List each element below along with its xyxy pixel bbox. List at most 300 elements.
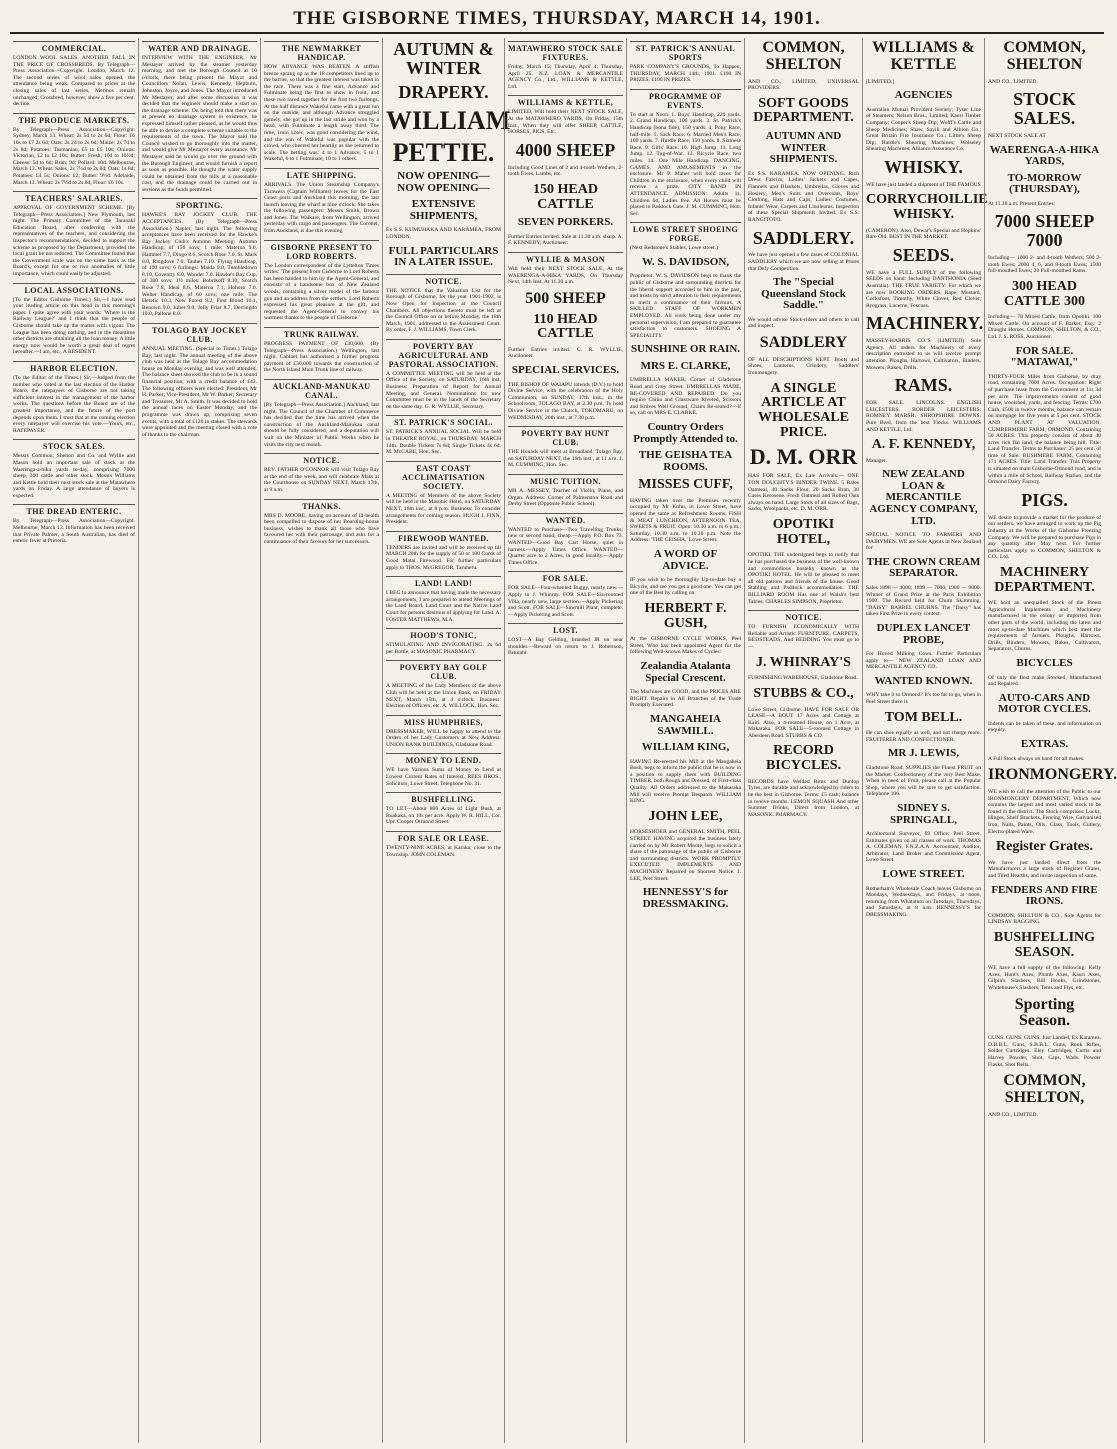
article-body: TO LET—About 800 Acres of Light Bush, at Ruakaka, on 10s per acre. Apply W. R. HILL, Cor. Upr. Cooper Ormond Street. xyxy=(386,806,501,826)
article-block xyxy=(508,513,623,567)
article-body: By Telegraph—Press Association—Copyright. Melbourne, March 13. Information has been received that Private Palmer, a South Australian, has died of enteric fever at Pretoria. xyxy=(13,518,135,545)
display-heading: WILLIAM KING, xyxy=(641,741,730,754)
article-block xyxy=(748,445,859,468)
article-headline: POVERTY BAY HUNT CLUB. xyxy=(508,426,623,447)
display-heading: Zealandia Atalanta Special Crescent. xyxy=(640,660,731,684)
article-body: Including— 1000 2- and 4-tooth Wethers; 500 2-tooth Ewes; 2000 4, 6, and 8-tooth Ewes; 1500 full-mouthed Ewes; 20 Full-mouthed Rams. xyxy=(988,255,1101,275)
article-block xyxy=(988,840,1101,855)
article-block xyxy=(508,474,623,508)
article-body: Of only the Best make Stocked, Manufactured and Repaired. xyxy=(988,674,1101,688)
article-block xyxy=(988,491,1101,510)
article-body: I BEG to announce that having made the necessary arrangements, I am prepared to attend Meetings of the Land Board, Land Court and the Native Land Court for persons desirous of applying for Land. A. FOSTER MATTHEWS, M.A. xyxy=(386,590,501,623)
article-block xyxy=(988,1073,1101,1107)
article-body: THE BISHOP OF WAIAPU intends (D.V.) to hold Divine Service, with the celebration of the Holy Communion, on SUNDAY, 17th inst., in the Schoolroom, TOLAGO BAY, at 2.30 p.m. To hold Divine Service in the Church, TOKOMARU, on WEDNESDAY, 20th inst., at 7.30 p.m. xyxy=(508,381,623,421)
article-block xyxy=(142,198,257,318)
display-heading: HENNESSY'S for DRESSMAKING. xyxy=(642,886,729,910)
article-body: Further Entries invited. Sale at 11.30 a.m. sharp. A. F. KENNEDY, Auctioneer. xyxy=(508,233,623,247)
article-block xyxy=(264,327,379,374)
display-heading: EXTRAS. xyxy=(1020,738,1069,751)
column-9 xyxy=(984,38,1117,1443)
article-block xyxy=(630,478,741,493)
display-heading: CORRYCHOILLIE WHISKY. xyxy=(866,192,988,223)
article-block xyxy=(988,90,1101,128)
article-block xyxy=(142,323,257,438)
article-block xyxy=(386,246,501,269)
article-block xyxy=(630,361,741,373)
article-body: At 11.30 a.m. Present Entries: xyxy=(988,200,1056,207)
article-body: The Machines are GOOD, and the PRICES ARE RIGHT. Repairs in All Branches of the Trade Promptly Executed. xyxy=(630,689,741,709)
article-block xyxy=(386,199,501,222)
display-heading: BICYCLES xyxy=(1016,657,1073,670)
display-heading: AUTUMN & WINTER xyxy=(393,39,494,78)
article-block xyxy=(748,229,859,248)
article-block xyxy=(264,453,379,493)
article-block xyxy=(866,623,981,646)
article-body: WE hold an unequalled Stock of the Finest Agricultural Implements and Machinery manufactured in the colony or imported from other parts of the world, including the latest and most up-to-date Machines which best meet the requirements of farmers. Ploughs, Harrows, Drills, Binders, Mowers, Rakes, Cultivators, Separators, Churns. xyxy=(988,600,1101,653)
column-2 xyxy=(138,38,260,1443)
article-body: [LIMITED.] xyxy=(866,78,895,85)
article-block xyxy=(866,869,981,881)
article-block xyxy=(386,274,501,334)
display-heading: SEVEN PORKERS. xyxy=(517,216,614,229)
article-body: WE wish to call the attention of the Public to our IRONMONGERY DEPARTMENT, Which now contains the largest and most varied stock to be found in the district. The Stock comprises: Locks, Hinges, Shelf Brackets, Fencing Wire, Galvanised Iron, Nails, Paints, Oils, Glass, Tools, Cutlery, Electro-plated Ware. xyxy=(988,788,1101,835)
article-body: (CAMERON). Also, Dewar's Special and Hopkins' Rare Old. BEST IN THE MARKET. xyxy=(866,227,981,241)
article-headline: FIREWOOD WANTED. xyxy=(386,531,501,543)
article-body: WHY take it to Ormond? It's too far to go, when in Peel Street there is xyxy=(866,692,981,705)
article-block xyxy=(508,183,623,212)
article-body: WANTED to Purchase—Two Travelling Trunks; new or second hand; cheap.—Apply P.O. Box 73. WANTED—Good Bay Cart Horse, quiet in harness.—Apply Times Office. WANTED—Quarter acre to 2 Acres, in good locality.—Apply Times Office. xyxy=(508,526,623,566)
article-body: FOR SALE—Four-wheeled Buggy, nearly new.—Apply to J. Whinray. FOR SALE—Six-roomed Villa, nearly new, large section.—Apply Pickering and Scott. FOR SALE—Sawmill Plant, complete.—Apply Pickering and Scott. xyxy=(508,585,623,618)
article-block xyxy=(508,623,623,657)
article-block xyxy=(866,182,981,189)
article-body: ARRIVALS. The Union Steamship Company's Tarawera (Captain Williams) leaves for the East Coast ports and Auckland this morning, the last launch leaving the wharf at nine o'clock. She takes the following passengers: Messrs Smith, Brown and Jones. The Waikare, from Wellington, arrived yesterday with cargo and passengers. The Coronel, from Auckland, is due this evening. xyxy=(264,181,379,235)
article-headline: WATER AND DRAINAGE. xyxy=(142,41,257,53)
article-block xyxy=(748,252,859,272)
article-block xyxy=(748,518,859,547)
article-body: (To the Editor of the Times.) Sir,—Judged from the number who voted at the last election of the Harbor Board, the ratepayers of Gisborne are not taking sufficient interest in the management of the harbor works. The questions before the Board are of the greatest importance, and the future of the port depends upon them. I trust that at the coming election every ratepayer will exercise his vote.—Yours, etc., RATEPAYER. xyxy=(13,374,135,434)
article-block xyxy=(866,40,981,74)
article-body: For Hoved Milking Cows. Further Particulars apply to— NEW ZEALAND LOAN AND MERCANTILE AGENCY CO. xyxy=(866,651,981,671)
article-headline: HOOD'S TONIC, xyxy=(386,628,501,640)
article-block xyxy=(264,379,379,448)
display-heading: AUTO-CARS AND MOTOR CYCLES. xyxy=(998,691,1091,716)
article-body: Lowe Street, Gisborne. HAVE FOR SALE OR LEASE—A BOUT 17 Acres and Cottage at Kaiti. Also, a 4-roomed House, on 1 Acre, at Makaraka. FOR SALE—5-roomed Cottage in Aberdeen Road. STUBBS & CO. xyxy=(748,706,859,739)
display-heading: BUSHFELLING SEASON. xyxy=(993,929,1096,960)
article-body: Further Entries invited. G. R. WYLLIE, Auctioneer. xyxy=(508,346,623,360)
article-body: A MEETING of Members of the above Society will be held in the Masonic Hotel, on SATURDAY NEXT, 16th inst., at 8 p.m. Business: To consider arrangements for coming season. HUGH J. FINN, President. xyxy=(386,492,501,526)
article-block xyxy=(630,498,741,544)
article-block xyxy=(630,273,741,339)
article-body: We would advise Stock-riders and others to call and inspect. xyxy=(748,316,859,330)
article-headline: TOLAGO BAY JOCKEY CLUB. xyxy=(142,323,257,344)
display-heading: 7000 SHEEP 7000 xyxy=(994,211,1095,251)
article-body: PARK COMPANY'S GROUNDS, To Happen, THURSDAY, MARCH 14th, 1901. £100 IN PRIZES. £100 IN PRIZES. xyxy=(630,64,741,84)
display-heading: TO-MORROW (THURSDAY), xyxy=(1007,171,1082,196)
display-heading: A WORD OF ADVICE. xyxy=(653,548,718,572)
article-block xyxy=(386,831,501,858)
article-body: OPOTIKI. THE undersigned begs to notify that he has purchased the business of the well-known and commodious hostelry known as the OPOTIKI HOTEL. He will be pleased to meet all old patrons and friends of the house. Good Stabling and Paddock accommodation. THE BILLIARD ROOM Has one of Walsh's best Tables. CHARLES SIMPSON, Proprietor. xyxy=(748,552,859,605)
display-heading: WILLIAMS & KETTLE xyxy=(872,39,975,73)
display-heading: 110 HEAD CATTLE xyxy=(533,311,598,342)
display-heading: WILLIAM xyxy=(386,105,511,135)
article-body: HOW ADVANCE WAS BEATEN. A stiffish breeze sprang up as the 18 competitors lined up to the barrier, so that the greatest interest was taken in the race. There was a fine start, Advance and Fulminate being the first to show in front, and these two raced together for the first two furlongs. At the half distance Wakeful came with a great run on the outside, and although Advance struggled gamely, she got up in the last stride and won by a head, with Fulminate a length away third. The time, 1min 12sec, was good considering the wind, and the win of Wakeful was popular with the crowd, who cheered her heartily as she returned to scale. The betting was: 4 to 1 Advance, 5 to 1 Wakeful, 6 to 1 Fulminate, 10 to 1 others. xyxy=(264,64,379,163)
article-block xyxy=(988,212,1101,250)
article-block xyxy=(748,97,859,126)
article-block xyxy=(386,628,501,655)
article-block xyxy=(866,338,981,371)
display-heading: WAERENGA-A-HIKA YARDS, xyxy=(989,143,1100,168)
article-block xyxy=(866,192,988,223)
article-body: COMMON, SHELTON & CO., Sole Agents for LINDSAY BAGGING. xyxy=(988,912,1101,926)
article-body: At the GISBORNE CYCLE WORKS, Peel Street, Who has been appointed Agent for the following Well-known Makes of Cycles: xyxy=(630,636,741,656)
article-block xyxy=(630,602,741,631)
article-block xyxy=(630,829,741,882)
article-block xyxy=(508,217,623,229)
article-block xyxy=(988,721,1101,734)
article-block xyxy=(13,439,135,499)
article-body: By Telegraph—Press Association—Copyright. Sydney, March 13. Wheat: 2s 5d to 2s 6d; Flour: £6 10s to £7 2s 6d; Oats: 2s 2d to 2s 6d; Maize: 2s 7d to 2s 8d; Potatoes: Tasmanian, £5 to £5 10s; Onions: Victorian, £2 to £2 10s; Butter: Fresh, 10d to 10½d; Cheese: 5d to 6d; Bran: 9d; Pollard: 10d. Melbourne, March 13. Wheat: Sales, 2s 7½d to 2s 8d; Oats: 1s 8d; Potatoes: £4 5s; Onions: £2; Butter: 9½d. Adelaide, March 13. Wheat: 2s 7½d to 2s 8d; Flour: £6 10s. xyxy=(13,126,135,186)
article-body: Sales 1898 — 4000; 1899 — 7000; 1900 — 9000. Winner of Grand Prize at the Paris Exhibition 1900. The Record held for Churn Skimming. "DAISY" BARREL CHURNS. The "Daisy" has taken First Prize in every contest. xyxy=(866,585,981,618)
article-block xyxy=(866,831,981,864)
display-heading: WHISKY. xyxy=(884,156,963,177)
article-body: HAS FOR SALE, Ex Late Arrivals:— ONE TON DOUGHTY'S BINDER TWINE. 5 Bales Oatmeal, 40 Sacks Flour, 20 Sacks Bran, 30 Cases Kerosene. Fresh Oatmeal and Rolled Oats always on hand. Large Stock of all sizes of Bags, Sacks, Woolpacks, etc. D. M. ORR. xyxy=(748,473,859,513)
article-body: ANNUAL MEETING. (Special to Times.) Tolago Bay, last night. The annual meeting of the above club was held at the Tolago Bay accommodation house on Monday evening, and was well attended. The balance sheet showed the club to be in a sound financial position, with a credit balance of £43. The following officers were elected: President, Mr H. Parker; Vice-President, Mr W. Barker; Secretary and Treasurer, Mr A. Smith. It was decided to hold the annual races on Easter Monday, and the programme was drawn up, comprising seven events, with a total of £120 in stakes. The stewards were appointed and the meeting closed with a vote of thanks to the chairman. xyxy=(142,345,257,438)
article-block xyxy=(866,730,981,743)
display-heading: MANGAHEIA SAWMILL. xyxy=(650,712,721,737)
display-heading: RAMS. xyxy=(894,375,953,396)
article-block xyxy=(988,675,1101,688)
article-headline: FOR SALE OR LEASE. xyxy=(386,831,501,843)
article-block xyxy=(386,660,501,709)
article-block xyxy=(748,335,859,352)
article-body: INTERVIEW WITH THE ENGINEER. Mr Mestayer arrived by the steamer yesterday morning, and met the Borough Council at 10 o'clock, there being present the Mayor and Councillors Nolan, Lewis, Kennedy, Hepburn, Johnston, Joyce, and Jones. The Mayor introduced Mr Mestayer, and after some discussion it was decided that the engineer should make a start on the drainage scheme. On being told that there was at present no drainage system in existence, he expressed himself rather pleased, as he would thus be able to devise a complete scheme suitable to the requirements of the town. The Mayor said the Council wished to go thoroughly into the matter, and would give Mr Mestayer every assistance. Mr Mestayer said he would go over the ground with the Borough Engineer, and would furnish a report as soon as possible. He thought the water supply could be obtained from the hills at a reasonable cost, and the drainage could be carried out in sections as the funds permitted. xyxy=(142,55,257,193)
article-body: NEXT STOCK SALE AT xyxy=(988,132,1046,139)
article-block xyxy=(264,168,379,235)
display-heading: 500 SHEEP xyxy=(525,289,606,307)
article-block xyxy=(748,317,859,330)
article-block xyxy=(386,792,501,826)
display-heading: MR J. LEWIS, xyxy=(888,747,959,760)
article-body: Will hold their NEXT STOCK SALE, At the WAERENGA-A-HIKA YARDS, On Thursday Next, 14th Inst. At 11.30 a.m. xyxy=(508,265,623,286)
article-headline: MONEY TO LEND. xyxy=(386,753,501,765)
article-body: HAWKE'S BAY JOCKEY CLUB. THE ACCEPTANCES. (By Telegraph—Press Association.) Napier, last night. The following acceptances have been received for the Hawke's Bay Jockey Club's Autumn Meeting: Autumn Handicap, of 150 sovs; 1 mile: Materoa 9.0, Hammer 7.7, Dingo 8.6, Scotch Rose 7.0, St. Mark 8.0, Ringdove 7.0, Tauhei 7.10. Flying Handicap, of 100 sovs; 6 furlongs: Maida 9.0, Tumbledown 8.10, Coventry 8.0, Wonder 7.0. Hawke's Bay Cup, of 300 sovs; 1½ miles: Bobrikoff 8.10, Scotch Rose 7.8, Ideal 8.6, Materoa 7.1, Hohoro 7.0. Welter Handicap, of 60 sovs; one mile: The Heretic 10.3, New Forest 9.2, First Blood 10.1, Renown 9.0, Juliet 9.0, Jolly Friar 8.7, Derringdo 10.0, Pallone 8.0. xyxy=(142,212,257,318)
article-block xyxy=(508,165,623,178)
article-headline: EAST COAST ACCLIMATISATION SOCIETY. xyxy=(386,461,501,491)
article-body: (Next Redstone's Stables, Lowe street.) xyxy=(630,245,719,252)
article-body: HAVING Re-erected his Mill at the Mangaheia Bush, begs to inform the public that he is now in a position to supply them with BUILDING TIMBER, both Rough and Dressed, of First-class Quality. All Orders addressed to the Makaraka Mill will receive Prompt Despatch. WILLIAM KING. xyxy=(630,758,741,805)
article-headline: LOST. xyxy=(508,623,623,635)
article-body: He can shoe equally as well, and not charge more. FRUITERER AND CONFECTIONER. xyxy=(866,730,981,743)
article-body: FOR SALE. LINCOLNS. ENGLISH LEICESTERS. BORDER LEICESTERS. ROMNEY MARSH. SHROPSHIRE DOWNS. Pure Bred, from the best Flocks. WILLIAMS AND KETTLE, Ltd. xyxy=(866,400,981,433)
article-body: WE have just landed a shipment of THE FAMOUS xyxy=(866,181,981,188)
article-block xyxy=(988,1035,1101,1068)
article-headline: STOCK SALES. xyxy=(13,439,135,451)
article-block xyxy=(748,277,859,312)
column-7 xyxy=(744,38,862,1443)
article-body: [To the Editor Gisborne Times.] Sir,—I have read your leading article on this head in this morning's paper. I quite agree with your words: 'Where is the Railway League?' and I think that the people of Gisborne should take up the matter with vigour. The League has been doing nothing, and in the meantime other districts are obtaining all the loan money. A little energy now would be worth a great deal of regret hereafter.—I am, etc., A RESIDENT. xyxy=(13,296,135,356)
display-heading: COMMON, SHELTON xyxy=(762,39,845,73)
article-block xyxy=(508,313,623,342)
article-body: LIMITED, Will hold their NEXT STOCK SALE, At the MATAWHERO YARDS, On Friday, 15th Inst., When they will offer SHEEP, CATTLE, HORSES, PIGS, Etc. xyxy=(508,109,623,136)
article-block xyxy=(866,692,981,705)
article-block xyxy=(264,499,379,546)
display-heading: MACHINERY DEPARTMENT. xyxy=(994,564,1095,595)
article-block xyxy=(988,566,1101,595)
article-block xyxy=(866,532,981,552)
article-headline: COMMERCIAL. xyxy=(13,41,135,53)
article-headline: LOWE STREET SHOEING FORGE. xyxy=(630,222,741,243)
article-body: The London correspondent of the Lyttelton Times writes: 'The present from Gisborne to Lord Roberts has been handed to him by the Agent-General, and consists of a handsome box of New Zealand woods, containing a silver model of the famous gun and an address from the settlers. Lord Roberts expressed his great pleasure at the gift, and requested the Agent-General to convey his warmest thanks to the people of Gisborne.' xyxy=(264,262,379,322)
display-heading: TOM BELL. xyxy=(884,709,963,725)
article-body: TO FURNISH ECONOMICALLY WITH Reliable and Artistic FURNITURE, CARPETS, BEDSTEADS, And BEDDING You must go to— xyxy=(748,624,859,650)
article-body: Australian Mutual Provident Society; Tyser Line of Steamers; Nelson Bros., Limited; Kauri Timber Company; Cooper's Sheep Dip; Wolff's Cattle and Sheep Medicines; Shaw, Savill and Albion Co.; Great Britain Fire Insurance Co.; Little's Sheep Dip; Hardie's Shearing Machines; Wolseley Shearing Machines; Alliance Assurance Co. xyxy=(866,106,981,153)
article-block xyxy=(748,610,859,650)
article-block xyxy=(508,291,623,308)
display-heading: EXTENSIVE SHIPMENTS, xyxy=(409,198,478,222)
article-block xyxy=(748,675,859,682)
article-block xyxy=(866,711,981,726)
display-heading: Sporting Season. xyxy=(1014,995,1075,1030)
article-headline: ST. PATRICK'S ANNUAL SPORTS xyxy=(630,41,741,62)
article-block xyxy=(988,515,1101,561)
article-block xyxy=(988,255,1101,275)
display-heading: SEEDS. xyxy=(892,244,955,265)
article-block xyxy=(386,531,501,571)
article-block xyxy=(866,90,981,102)
article-headline: BUSHFELLING. xyxy=(386,792,501,804)
article-block xyxy=(13,41,135,108)
article-headline: THE DREAD ENTERIC. xyxy=(13,504,135,516)
article-body: Including Good Lines of 2 and 4-tooth Wethers, 2-tooth Ewes, Lambs, etc. xyxy=(508,164,623,178)
article-block xyxy=(13,191,135,278)
display-heading: A SINGLE ARTICLE AT WHOLESALE PRICE. xyxy=(757,380,850,440)
article-block xyxy=(988,346,1101,369)
article-body: WE have a FULL SUPPLY of the following SEEDS on hand: Including DANTHONIA (Seed Australia). THE TRUE VARIETY. For which we are now BOOKING ORDERS. Rape, Mustard, Cocksfoot, Timothy, White Clover, Red Clover, Ryegrass, Lucerne, Fescues. xyxy=(866,269,981,309)
article-block xyxy=(508,382,623,422)
article-block xyxy=(630,689,741,709)
display-heading: Country Orders Promptly Attended to. xyxy=(633,421,738,445)
article-block xyxy=(748,357,859,377)
article-body: OF ALL DESCRIPTIONS KEPT. Boots and Shoes, Lanterns, Grindery, Saddlers' Ironmongery. xyxy=(748,356,859,377)
article-body: We have just landed direct from the Manufacturers a large stock of Register Grates, and Tiled Hearths, and invite inspection of same. xyxy=(988,859,1101,879)
article-block xyxy=(630,222,741,252)
article-block xyxy=(988,885,1101,908)
article-block xyxy=(866,438,981,453)
article-headline: LOCAL ASSOCIATIONS. xyxy=(13,283,135,295)
article-body: THE NOTICE that the Valuation List for the Borough of Gisborne, for the year 1901-1902, is Now Open for Inspection at the Council Chambers. All objections thereto must be left at the Council Office on or before Monday, the 18th March, 1901, addressed to the Assessment Court. By order, F. J. WILLIAMS, Town Clerk. xyxy=(386,287,501,334)
article-body: HAVING taken over the Premises recently occupied by Mr Kohn, in Lowe Street, have opened the same as Refreshment Rooms. FISH & MEAT LUNCHEON, AFTERNOON TEA, SWEETS & FRUIT. Open: 10.30 a.m. to 6 p.m.; Saturday, 10.30 a.m. to 10.30 p.m. Note the Address: 'THE GEISHA,' Lowe Street. xyxy=(630,497,741,544)
article-block xyxy=(386,461,501,526)
article-body: TENDERS are invited and will be received up till MARCH 20th for the supply of 50 or 100 Cords of Good Matai Firewood. For further particulars apply to THOS. McGREGOR, Taruheru. xyxy=(386,544,501,571)
article-block xyxy=(988,374,1101,486)
display-heading: STUBBS & CO., xyxy=(753,685,854,701)
article-headline: TRUNK RAILWAY. xyxy=(264,327,379,339)
article-body: SPECIAL NOTICE TO FARMERS AND DAIRYMEN. WE are Sole Agents in New Zealand for xyxy=(866,532,981,552)
display-heading: LOWE STREET. xyxy=(882,868,965,881)
article-body: A MEETING of the Lady Members of the above Club will be held at the Union Bank, on FRIDAY NEXT, March 15th, at 4 o'clock. Business: Election of Officers, etc. A. WILLOCK, Hon. Sec. xyxy=(386,683,501,710)
article-body: DRESSMAKER, WILL be happy to attend to the Orders of her Lady Customers at New Address: UNION BANK BUILDINGS, Gladstone Road. xyxy=(386,728,501,748)
article-block xyxy=(866,270,981,310)
article-block xyxy=(988,913,1101,926)
article-body: Including— 70 Mixed Cattle, from Opotiki. 100 Mixed Cattle. On account of F. Barker, Esq.: 2 Draught Horses. COMMON, SHELTON, & CO., Ltd. J. S. ROSS, Auctioneer. xyxy=(988,314,1101,341)
display-heading: D. M. ORR xyxy=(749,444,858,470)
article-block xyxy=(386,105,511,135)
article-block xyxy=(630,450,741,473)
display-heading: PIGS. xyxy=(1021,489,1068,510)
article-block xyxy=(866,79,981,86)
display-heading: FENDERS AND FIRE IRONS. xyxy=(991,883,1098,908)
display-heading: Register Grates. xyxy=(996,839,1093,855)
display-heading: DUPLEX LANCET PROBE, xyxy=(876,621,971,646)
article-block xyxy=(988,658,1101,670)
article-block xyxy=(630,887,741,910)
article-block xyxy=(748,131,859,166)
article-headline: NOTICE. xyxy=(748,610,859,622)
column-8 xyxy=(862,38,988,1443)
article-block xyxy=(866,765,981,798)
article-body: Rotherham's Wholesale Coach leaves Gisborne on Mondays, Wednesdays, and Fridays, at noon, returning from Whatatutu on Tuesdays, Thursdays, and Saturdays, at 8 a.m. HENNESSY'S for DRESSMAKING. xyxy=(866,885,981,918)
article-block xyxy=(988,40,1101,74)
article-headline: LATE SHIPPING. xyxy=(264,168,379,180)
article-body: Gladstone Road. SUPPLIES the Finest FRUIT on the Market. Confectionery of the very Best Make. When in need of Fruit, please call at the Popular Shop, where you will be sure to get satisfaction. Telephone 106. xyxy=(866,765,981,798)
article-block xyxy=(748,382,859,441)
display-heading: 4000 SHEEP xyxy=(515,139,616,160)
article-body: Manager. xyxy=(866,457,887,464)
article-block xyxy=(508,252,623,286)
article-body: GUNS. GUNS. GUNS. Just Landed, Ex Karamea. D.B.B.L. Guns, S.B.B.L. Guns, Rook Rifles, Solder Cartridges. Eley Cartridges, Curtis and Harvey Powder, Shot, Caps, Wads. Powder Flasks, Shot Belts. xyxy=(988,1035,1101,1068)
article-block xyxy=(866,676,981,688)
masthead: THE GISBORNE TIMES, THURSDAY, MARCH 14, 1901. xyxy=(10,6,1104,34)
article-body: HORSESHOER and GENERAL SMITH, PEEL STREET. HAVING acquired the business lately carried on by Mr Robert Moore, begs to solicit a share of the patronage of the public of Gisborne and surrounding districts. WORK PROMPTLY EXECUTED. IMPLEMENTS AND MACHINERY Repaired on Shortest Notice. J. LEE, Peel Street. xyxy=(630,829,741,882)
display-heading: The "Special Queensland Stock Saddle." xyxy=(761,276,846,312)
article-block xyxy=(748,707,859,740)
article-block xyxy=(988,997,1101,1031)
display-heading: SIDNEY S. SPRINGALL, xyxy=(890,801,957,826)
article-block xyxy=(13,361,135,434)
article-block xyxy=(988,931,1101,960)
article-block xyxy=(988,965,1101,991)
article-body: WE have a full supply of the following: Kelly Axes, Hunt's Axes, Plumb Axes, Kauri Axes, Gilpin's Slashers, Bill Hooks, Grindstones, Whitehouse's Slashers, Tents and Flys, etc. xyxy=(988,965,1101,992)
display-heading: J. WHINRAY'S xyxy=(756,654,851,670)
article-headline: AUCKLAND-MANUKAU CANAL. xyxy=(264,379,379,400)
article-headline: FOR SALE. xyxy=(508,571,623,583)
article-body: TWENTY-NINE ACRES, at Karaka; close to the Township. JOHN COLEMAN. xyxy=(386,845,501,858)
article-block xyxy=(748,171,859,224)
display-heading: SUNSHINE OR RAIN. xyxy=(630,343,741,356)
article-block xyxy=(508,365,623,377)
article-body: MR A. MESSEY, Teacher of Violin, Piano, and Organ. Address: Corner of Palmerston Road and Derby Street (Opposite Public School). xyxy=(508,487,623,508)
display-heading: NOW OPENING— NOW OPENING— xyxy=(397,170,490,194)
article-block xyxy=(386,576,501,623)
article-headline: PROGRAMME OF EVENTS. xyxy=(630,89,741,110)
article-body: MASSEY-HARRIS CO.'S (LIMITED) Sole Agency. All orders for Machinery of every description entrusted to us will receive prompt attention. Ploughs, Harrows, Cultivators, Binders, Mowers, Rakes, Drills. xyxy=(866,338,981,371)
article-block xyxy=(630,577,741,597)
article-body: PROGRESS PAYMENT OF £30,000. (By Telegraph—Press Association.) Wellington, last night. Cabinet has authorised a further progress payment of £30,000 towards the construction of the North Island Main Trunk line of railway. xyxy=(264,341,379,374)
article-block xyxy=(508,426,623,469)
article-headline: MISS HUMPHRIES, xyxy=(386,715,501,727)
display-heading: COMMON, SHELTON, xyxy=(1003,1072,1086,1106)
article-block xyxy=(988,756,1101,763)
article-block xyxy=(630,810,741,825)
article-headline: LAND! LAND! xyxy=(386,576,501,588)
article-block xyxy=(988,739,1101,751)
display-heading: 150 HEAD CATTLE xyxy=(533,181,598,212)
article-block xyxy=(866,376,981,395)
article-block xyxy=(386,227,501,240)
article-block xyxy=(13,113,135,186)
display-heading: FULL PARTICULARS IN A LATER ISSUE. xyxy=(388,244,499,269)
article-block xyxy=(988,860,1101,880)
article-block xyxy=(508,41,623,90)
display-heading: MRS E. CLARKE, xyxy=(640,359,731,372)
article-block xyxy=(630,759,741,805)
article-body: WE desire to provide a market for the produce of our settlers, we have arranged to work up the Pig Industry at the Works of the Gisborne Freezing Company. We will be prepared to purchase Pigs in any quantity after May next. For further particulars apply to COMMON, SHELTON & CO., Ltd. xyxy=(988,514,1101,561)
display-heading: FOR SALE. "MATAWAI," xyxy=(1010,344,1079,369)
display-heading: COMMON, SHELTON xyxy=(1003,39,1086,73)
article-headline: MUSIC TUITION. xyxy=(508,474,623,486)
article-block xyxy=(630,714,741,737)
article-body: Indents can be taken of these, and information on enquiry. xyxy=(988,720,1101,734)
display-heading: DRAPERY. xyxy=(398,81,489,102)
article-block xyxy=(508,95,623,135)
article-block xyxy=(748,473,859,513)
article-block xyxy=(386,171,501,194)
article-block xyxy=(988,314,1101,340)
article-block xyxy=(748,552,859,605)
article-body: AND CO., LIMITED, UNIVERSAL PROVIDERS. xyxy=(748,78,859,92)
article-body: MRS D. MOORE, having on account of ill-health been compelled to dispose of her Boarding-house business, wishes to thank all those who have favoured her with their patronage, and asks for a continuance of their favours for her successors. xyxy=(264,512,379,545)
article-block xyxy=(386,715,501,749)
display-heading: W. S. DAVIDSON, xyxy=(641,255,730,268)
display-heading: HERBERT F. GUSH, xyxy=(644,600,727,631)
display-heading: STOCK SALES. xyxy=(1013,89,1076,129)
article-block xyxy=(866,458,981,465)
article-block xyxy=(866,886,981,919)
display-heading: MACHINERY. xyxy=(866,313,984,334)
display-heading: THE GEISHA TEA ROOMS. xyxy=(638,449,733,473)
article-headline: WYLLIE & MASON xyxy=(508,252,623,264)
article-block xyxy=(386,83,501,102)
article-block xyxy=(748,779,859,819)
article-body: Proprietor. W. S. DAVIDSON begs to thank the public of Gisborne and surrounding districts for the liberal support accorded to him in the past, and trusts by strict attention to their requirements to merit a continuance of their favours. A SKILLED STAFF OF WORKMEN EMPLOYED. All work being done under my personal supervision, I am prepared to guarantee satisfaction to customers. SHOEING A SPECIALITY. xyxy=(630,273,741,339)
article-body: Ex S.S. KUMUHAKA AND KARAMEA, FROM LONDON. xyxy=(386,227,501,241)
article-body: RECORDS have Welded Rims and Dunlop Tyres, are durable and acknowledged by riders to be the best in Gisborne. Terms: £5 cash; balance in twelve months. LEMON SQUASH And other Summer Drinks, Direct from London, at MASONIC PHARMACY. xyxy=(748,778,859,818)
article-headline: THE PRODUCE MARKETS. xyxy=(13,113,135,125)
article-block xyxy=(508,347,623,360)
article-block xyxy=(630,742,741,754)
article-headline: NOTICE. xyxy=(264,453,379,465)
article-block xyxy=(866,651,981,671)
article-block xyxy=(988,145,1101,168)
article-body: A Full Stock always on hand for all makes. xyxy=(988,755,1085,762)
article-headline: ST. PATRICK'S SOCIAL. xyxy=(386,415,501,427)
article-block xyxy=(748,656,859,671)
article-block xyxy=(866,585,981,618)
article-block xyxy=(988,789,1101,835)
article-block xyxy=(988,173,1101,196)
article-headline: TEACHERS' SALARIES. xyxy=(13,191,135,203)
article-headline: HARBOR ELECTION. xyxy=(13,361,135,373)
article-block xyxy=(386,753,501,787)
article-block xyxy=(866,228,981,241)
article-block xyxy=(748,40,859,74)
article-block xyxy=(748,687,859,702)
article-block xyxy=(13,283,135,356)
article-block xyxy=(386,339,501,411)
article-block xyxy=(264,240,379,322)
article-block xyxy=(988,280,1101,309)
article-body: THE Hounds will meet at Broadland, Tolago Bay, on SATURDAY NEXT, the 16th inst., at 11 a.m. J. M. CUMMING, Hon. Sec. xyxy=(508,449,623,469)
